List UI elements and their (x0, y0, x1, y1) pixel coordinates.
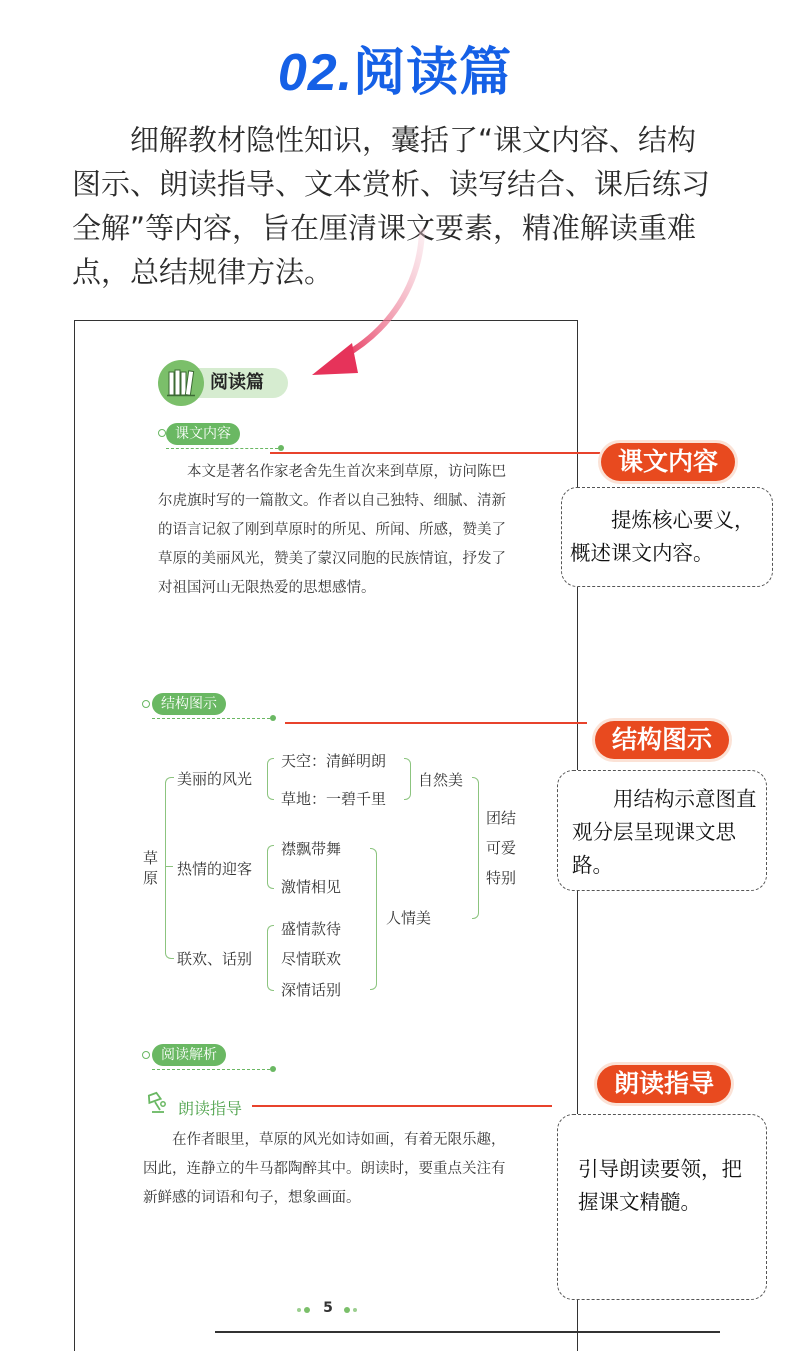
tree-final-bracket (472, 777, 479, 919)
tree-leaf-grass: 草地：一碧千里 (281, 790, 387, 808)
page-dot (344, 1307, 350, 1313)
section-reading-dot (142, 1051, 150, 1059)
callout-3-line (252, 1105, 552, 1107)
tree-root: 草原 (143, 849, 159, 887)
tree-final-3: 特别 (486, 869, 517, 887)
reading-guide-label: 朗读指导 (178, 1099, 243, 1118)
book-section-label: 阅读篇 (196, 368, 288, 398)
section-content-dash (166, 448, 278, 449)
callout-3-badge: 朗读指导 (597, 1065, 731, 1103)
tree-root-mid (165, 866, 173, 867)
callout-1-note: 提炼核心要义，概述课文内容。 (561, 487, 773, 587)
page-number-group (295, 1300, 359, 1320)
section-structure-dot (142, 700, 150, 708)
callout-1-line (270, 452, 600, 454)
section-structure-dash (152, 718, 270, 719)
tree-leaf-party-3: 深情话别 (281, 981, 342, 999)
reading-paragraph: 在作者眼里，草原的风光如诗如画，有着无限乐趣，因此，连静立的牛马都陶醉其中。朗读时，要重点关注有新鲜感的词语和句子，想象画面。 (143, 1132, 506, 1206)
lamp-icon (144, 1090, 170, 1116)
pointer-arrow (300, 225, 440, 395)
callout-2-note: 用结构示意图直观分层呈现课文思路。 (557, 770, 767, 891)
section-reading-end-dot (270, 1066, 276, 1072)
page-dot (353, 1308, 357, 1312)
callout-3-note: 引导朗读要领，把握课文精髓。 (557, 1114, 767, 1300)
tree-final-1: 团结 (486, 809, 517, 827)
callout-2-line (285, 722, 587, 724)
tree-leaf-sky: 天空：清鲜明朗 (281, 752, 387, 770)
page-divider (215, 1331, 720, 1333)
callout-1-badge: 课文内容 (601, 443, 735, 481)
tree-root-bracket (165, 777, 174, 959)
tree-human-beauty: 人情美 (386, 909, 432, 927)
section-reading-pill: 阅读解析 (152, 1044, 226, 1066)
page-title: 02.阅读篇 (277, 43, 513, 103)
tree-branch-2: 热情的迎客 (177, 860, 253, 878)
books-icon (158, 360, 204, 406)
section-reading-dash (152, 1069, 270, 1070)
tree-branch-3: 联欢、话别 (177, 950, 253, 968)
tree-human-bracket (370, 848, 377, 990)
tree-branch-1-bracket (267, 758, 274, 800)
callout-2-badge: 结构图示 (595, 721, 729, 759)
page-dot (297, 1308, 301, 1312)
tree-leaf-party-2: 尽情联欢 (281, 950, 342, 968)
tree-final-2: 可爱 (486, 839, 517, 857)
tree-leaf-welcome-1: 襟飘带舞 (281, 840, 342, 858)
section-structure-pill: 结构图示 (152, 693, 226, 715)
tree-branch-2-bracket (267, 845, 274, 889)
page-dot (304, 1307, 310, 1313)
tree-nature-beauty: 自然美 (418, 771, 464, 789)
section-content-end-dot (278, 445, 284, 451)
section-structure-end-dot (270, 715, 276, 721)
section-content-dot (158, 429, 166, 437)
content-paragraph: 本文是著名作家老舍先生首次来到草原，访问陈巴尔虎旗时写的一篇散文。作者以自己独特、细腻、清新的语言记叙了刚到草原时的所见、所闻、所感，赞美了草原的美丽风光，赞美了蒙汉同胞的民族情谊，抒发了对祖国河山无限热爱的思想感情。 (158, 464, 506, 596)
page-number: 5 (323, 1300, 333, 1316)
tree-nature-bracket (404, 758, 411, 800)
tree-branch-1: 美丽的风光 (177, 770, 253, 788)
tree-leaf-welcome-2: 激情相见 (281, 878, 342, 896)
intro-paragraph: 细解教材隐性知识，囊括了“课文内容、结构图示、朗读指导、文本赏析、读写结合、课后练习全解”等内容，旨在厘清课文要素，精准解读重难点，总结规律方法。 (72, 123, 711, 289)
section-content-pill: 课文内容 (166, 423, 240, 445)
tree-branch-3-bracket (267, 925, 274, 991)
tree-leaf-party-1: 盛情款待 (281, 920, 342, 938)
